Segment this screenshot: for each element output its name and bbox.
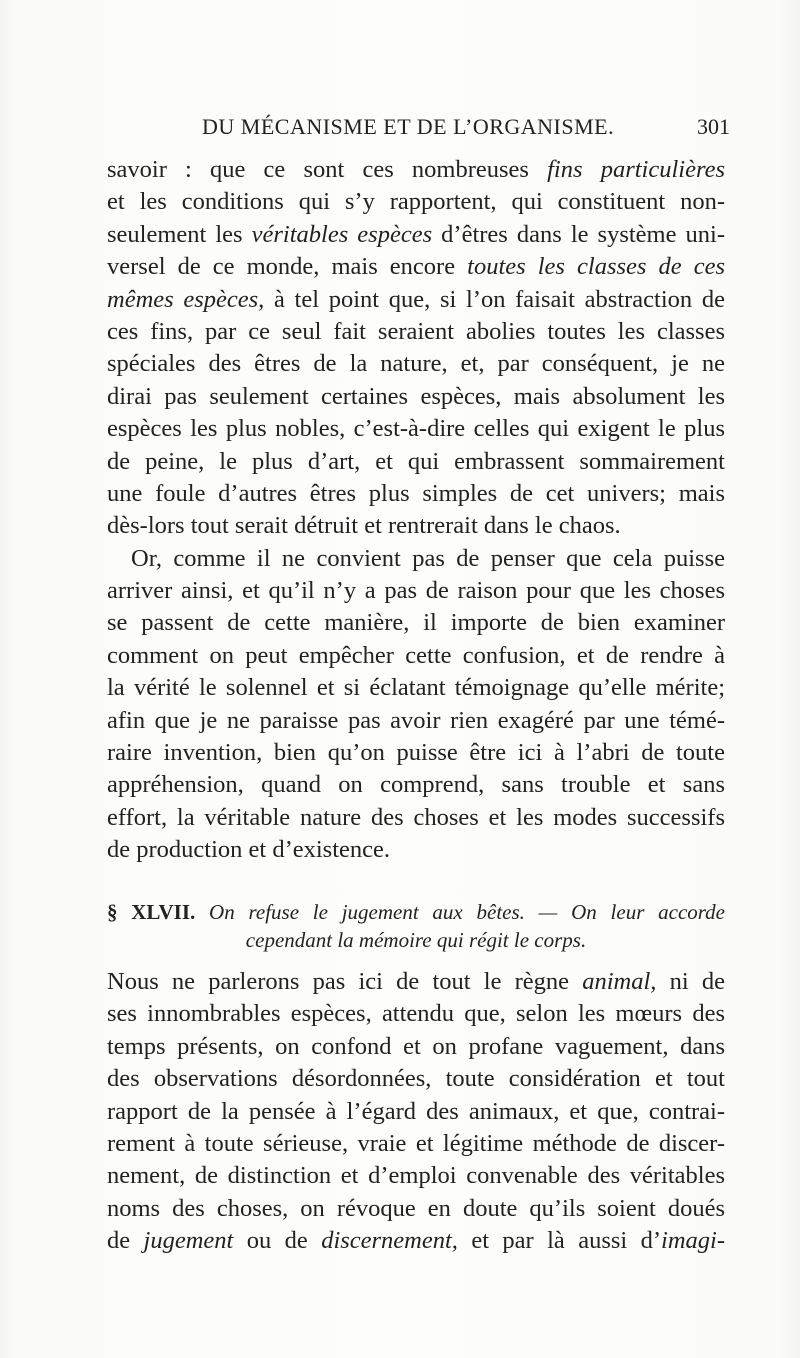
text-run: la vérité le solennel et si éclatant témoignage qu’elle mérite; — [107, 674, 725, 702]
italic-text: jugement — [143, 1227, 234, 1255]
text-run: et les conditions qui s’y rapportent, qui constituent non- — [107, 188, 725, 216]
text-run: Or, comme il ne convient pas de penser que cela puisse — [131, 544, 725, 572]
text-run: d’êtres dans le système uni- — [432, 220, 725, 248]
italic-text: imagi- — [661, 1227, 725, 1255]
text-run: temps présents, on confond et on profane vaguement, dans — [107, 1032, 725, 1060]
page-header — [110, 114, 730, 144]
italic-text: fins particulières — [547, 156, 725, 183]
text-line — [107, 446, 725, 478]
paragraph-3 — [107, 966, 725, 1258]
section-heading — [107, 898, 725, 954]
text-line — [107, 186, 725, 218]
running-title: DU MÉCANISME ET DE L’ORGANISME. — [202, 114, 615, 139]
text-line — [107, 575, 725, 607]
text-run: dirai pas seulement certaines espèces, mais absolument les — [107, 382, 725, 410]
text-line — [107, 1160, 725, 1192]
text-line — [107, 348, 725, 380]
text-run: se passent de cette manière, il importe de bien examiner — [107, 609, 725, 637]
section-number: § XLVII. — [107, 900, 196, 924]
text-line — [107, 510, 725, 542]
italic-text: toutes les classes de ces — [467, 253, 725, 281]
text-block-2 — [107, 966, 725, 1258]
text-run: ces fins, par ce seul fait seraient abolies toutes les classes — [107, 317, 725, 345]
text-line — [107, 543, 725, 575]
text-block-1 — [107, 154, 725, 867]
text-run: Nous ne parlerons pas ici de tout le règne — [107, 968, 583, 995]
text-run: dès-lors tout serait détruit et rentrerait dans le chaos. — [107, 512, 621, 540]
section-heading-line-1 — [107, 898, 725, 926]
text-line — [107, 966, 725, 998]
text-line — [107, 834, 725, 866]
text-run: ni de — [656, 968, 725, 995]
text-run: à tel point que, si l’on faisait abstraction de — [264, 285, 725, 313]
text-line — [107, 284, 725, 316]
text-line — [107, 998, 725, 1030]
text-run: versel de ce monde, mais encore — [107, 253, 468, 281]
text-line — [107, 1128, 725, 1160]
text-line — [107, 607, 725, 639]
paragraph-1 — [107, 154, 725, 543]
paragraph-2 — [107, 543, 725, 867]
text-run: comment on peut empêcher cette confusion, et de rendre à — [107, 641, 725, 669]
text-run: des observations désordonnées, toute considération et tout — [107, 1065, 725, 1093]
text-run: effort, la véritable nature des choses et les modes successifs — [107, 803, 725, 831]
text-run: nement, de distinction et d’emploi convenable des véritables — [107, 1162, 725, 1190]
section-title-line-1: On refuse le jugement aux bêtes. — On leur accorde — [209, 900, 725, 924]
text-run: rement à toute sérieuse, vraie et légitime méthode de discer- — [107, 1129, 725, 1157]
text-run: raire invention, bien qu’on puisse être ici à l’abri de toute — [107, 739, 725, 767]
text-line — [107, 672, 725, 704]
text-line — [107, 1096, 725, 1128]
italic-text: véritables espèces — [251, 220, 433, 248]
text-line — [107, 737, 725, 769]
text-run: et par là aussi d’ — [457, 1227, 662, 1255]
text-line — [107, 478, 725, 510]
text-run: rapport de la pensée à l’égard des animaux, et que, contrai- — [107, 1097, 725, 1125]
text-run: appréhension, quand on comprend, sans trouble et sans — [107, 771, 725, 799]
text-line — [107, 381, 725, 413]
text-line — [107, 413, 725, 445]
text-run: seulement les — [107, 220, 252, 248]
text-line — [107, 154, 725, 186]
text-line — [107, 769, 725, 801]
text-line — [107, 316, 725, 348]
text-line — [107, 1193, 725, 1225]
italic-text: animal, — [582, 968, 657, 995]
text-run: afin que je ne paraisse pas avoir rien exagéré par une témé- — [107, 706, 725, 734]
text-line — [107, 705, 725, 737]
text-line — [107, 251, 725, 283]
text-run: noms des choses, on révoque en doute qu’ils soient doués — [107, 1194, 725, 1222]
text-run: de — [107, 1227, 144, 1255]
text-run: savoir : que ce sont ces nombreuses — [107, 156, 548, 183]
section-title-line-2: cependant la mémoire qui régit le corps. — [245, 928, 587, 952]
italic-text: mêmes espèces, — [107, 285, 265, 313]
text-run: de production et d’existence. — [107, 836, 391, 864]
text-line — [107, 1063, 725, 1095]
text-run: de peine, le plus d’art, et qui embrassent sommairement — [107, 447, 725, 475]
text-line — [107, 1031, 725, 1063]
text-line — [107, 640, 725, 672]
text-run: arriver ainsi, et qu’il n’y a pas de raison pour que les choses — [107, 577, 725, 605]
text-run: espèces les plus nobles, c’est-à-dire celles qui exigent le plus — [107, 415, 725, 443]
text-line — [107, 802, 725, 834]
text-run: une foule d’autres êtres plus simples de cet univers; mais — [107, 479, 725, 507]
italic-text: discernement, — [321, 1227, 458, 1255]
text-line — [107, 219, 725, 251]
text-line — [107, 1225, 725, 1257]
text-run: spéciales des êtres de la nature, et, par conséquent, je ne — [107, 350, 725, 378]
text-run: ou de — [233, 1227, 322, 1255]
text-run: ses innombrables espèces, attendu que, selon les mœurs des — [107, 1000, 725, 1028]
page-number: 301 — [697, 114, 730, 139]
